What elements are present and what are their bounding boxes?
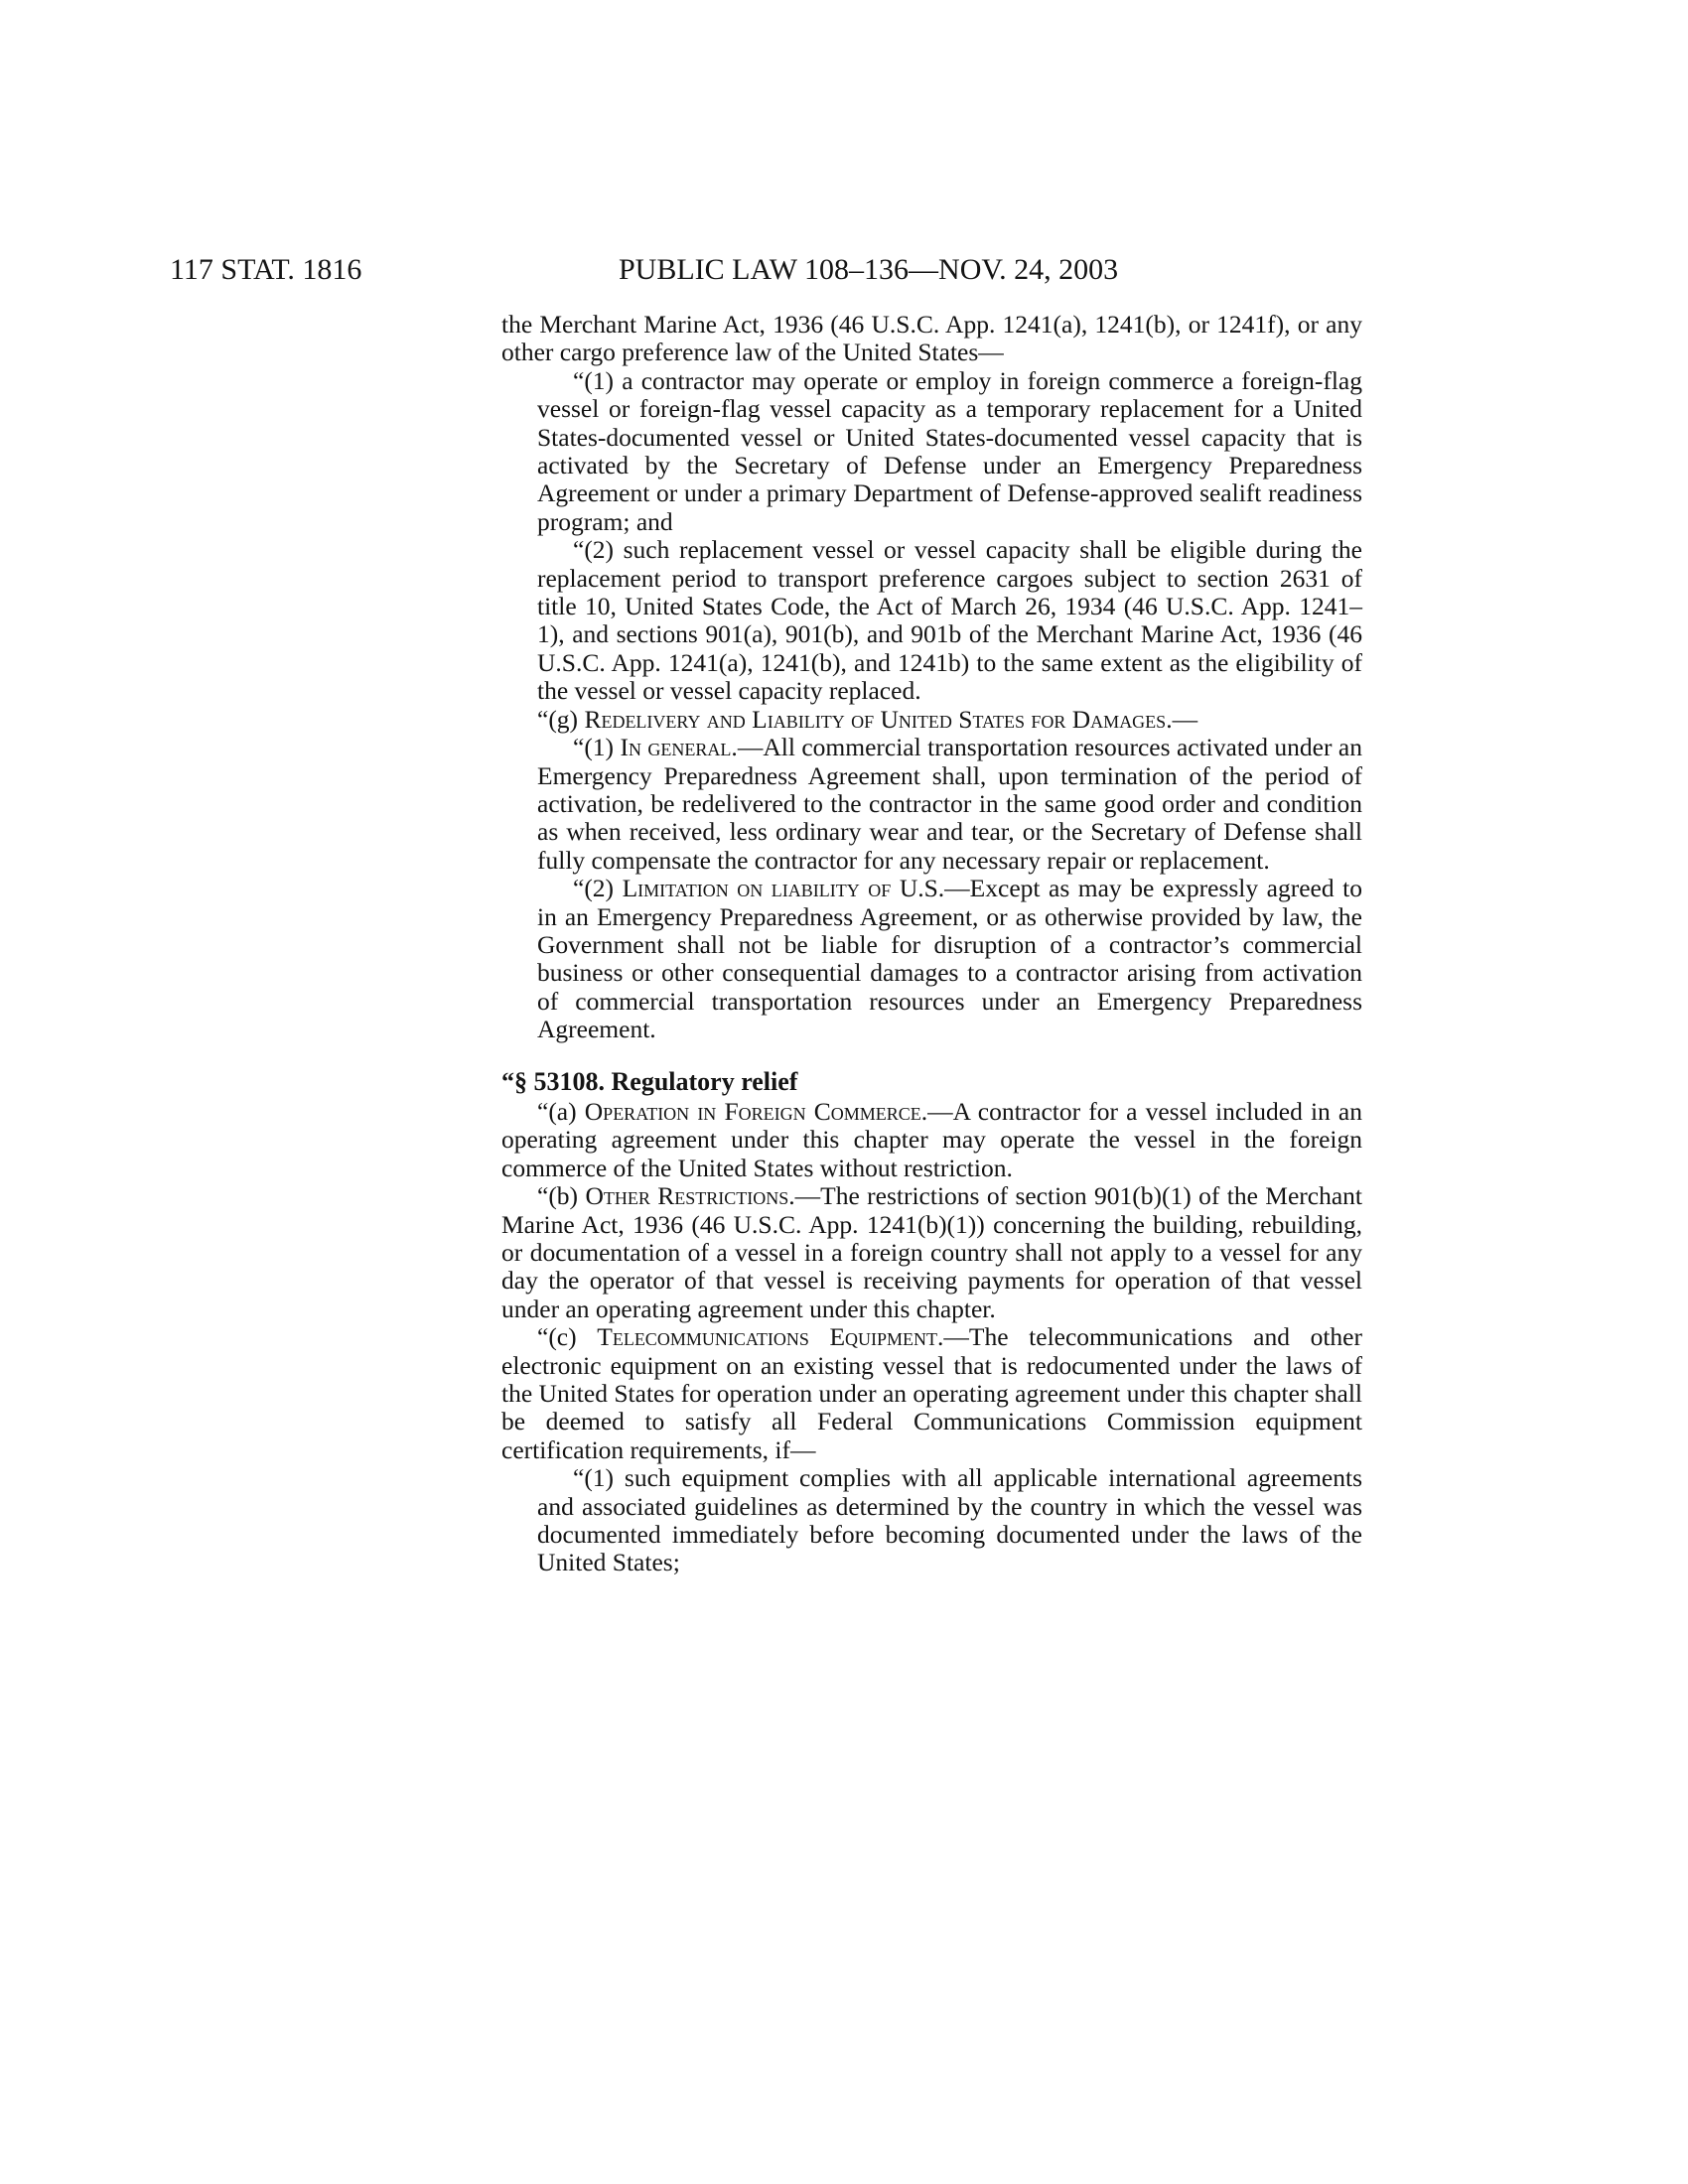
subsection-c-title: Telecommunications Equipment. xyxy=(597,1322,944,1352)
subsection-g-title: Redelivery and Liability of United States for Damages. xyxy=(584,704,1173,734)
statute-body xyxy=(501,311,1362,1577)
running-header xyxy=(0,250,1688,290)
subsection-c-text: —The telecommunications and other electronic equipment on an existing vessel that is redocumented under the laws of the United States for operation under an operating agreement under this chapter shall be deemed to satisfy all Federal Communications Commission equipment certification requirements, if— xyxy=(501,1322,1362,1464)
subsection-c xyxy=(501,1323,1362,1464)
paragraph-c-1: “(1) such equipment complies with all applicable international agreements and associated guidelines as determined by the country in which the vessel was documented immediately before becoming documented under the laws of the United States; xyxy=(537,1463,1362,1577)
paragraph-g-2 xyxy=(501,875,1362,1043)
paragraph-g-2-text: —Except as may be expressly agreed to in an Emergency Preparedness Agreement, or as otherwise provided by law, the Government shall not be liable for disruption of a contractor’s commercial business or other consequential damages to a contractor arising from activation of commercial transportation resources under an Emergency Preparedness Agreement. xyxy=(537,874,1362,1044)
paragraph-g-1-title: In general. xyxy=(620,733,738,762)
paragraph-g-2-title: Limitation on liability of U.S. xyxy=(622,874,945,903)
subsection-a-title: Operation in Foreign Commerce. xyxy=(584,1096,928,1126)
section-heading: “§ 53108. Regulatory relief xyxy=(501,1066,798,1096)
paragraph-g-2-label: “(2) xyxy=(573,874,623,903)
paragraph-g-1 xyxy=(501,734,1362,875)
public-law-citation: PUBLIC LAW 108–136—NOV. 24, 2003 xyxy=(619,253,1119,286)
subsection-a-text: —A contractor for a vessel included in an operating agreement under this chapter may operate the vessel in the foreign commerce of the United States without restriction. xyxy=(501,1096,1362,1182)
subsection-b-text: —The restrictions of section 901(b)(1) of the Merchant Marine Act, 1936 (46 U.S.C. App. 1241(b)(1)) concerning the building, rebuilding, or documentation of a vessel in a foreign country shall not apply to a vessel for any day the operator of that vessel is receiving payments for operation of that vessel under an operating agreement under this chapter. xyxy=(501,1181,1362,1323)
subsection-c-label: “(c) xyxy=(537,1322,598,1352)
paragraph-g-1-text: —All commercial transportation resources activated under an Emergency Preparedness Agreement shall, upon termination of the period of activation, be redelivered to the contractor in the same good order and condition as when received, less ordinary wear and tear, or the Secretary of Defense shall fully compensate the contractor for any necessary repair or replacement. xyxy=(537,733,1362,875)
subsection-b-label: “(b) xyxy=(537,1181,586,1211)
subsection-a xyxy=(501,1098,1362,1182)
paragraph-g-1-label: “(1) xyxy=(573,733,621,762)
subsection-g-label: “(g) xyxy=(537,704,585,734)
subsection-b xyxy=(501,1182,1362,1323)
statute-page-number: 117 STAT. 1816 xyxy=(170,253,362,286)
subsection-g-heading xyxy=(501,706,1362,734)
subsection-a-label: “(a) xyxy=(537,1096,585,1126)
subsection-b-title: Other Restrictions. xyxy=(585,1181,795,1211)
paragraph-continuation: the Merchant Marine Act, 1936 (46 U.S.C. App. 1241(a), 1241(b), or 1241f), or any other cargo preference law of the United States— xyxy=(501,310,1362,367)
subsection-g-dash: — xyxy=(1172,704,1198,734)
paragraph-f-2: “(2) such replacement vessel or vessel capacity shall be eligible during the replacement period to transport preference cargoes subject to section 2631 of title 10, United States Code, the Act of March 26, 1934 (46 U.S.C. App. 1241–1), and sections 901(a), 901(b), and 901b of the Merchant Marine Act, 1936 (46 U.S.C. App. 1241(a), 1241(b), and 1241b) to the same extent as the eligibility of the vessel or vessel capacity replaced. xyxy=(537,535,1362,706)
paragraph-f-1: “(1) a contractor may operate or employ in foreign commerce a foreign-flag vessel or foreign-flag vessel capacity as a temporary replacement for a United States-documented vessel or United States-documented vessel capacity that is activated by the Secretary of Defense under an Emergency Preparedness Agreement or under a primary Department of Defense-approved sealift readiness program; and xyxy=(537,365,1362,536)
